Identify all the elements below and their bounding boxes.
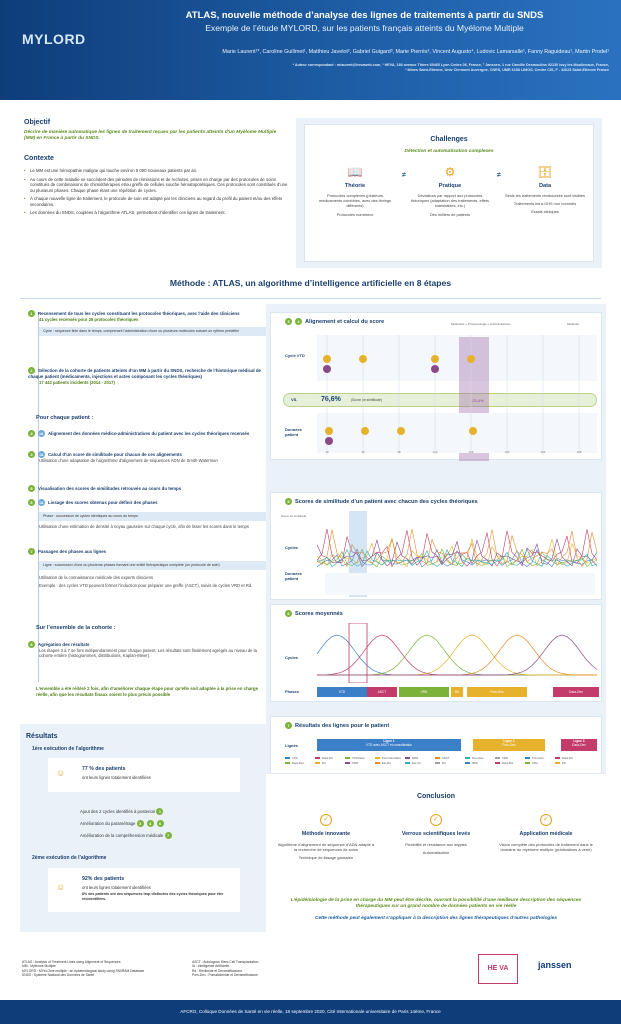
phase-segment: Dara-Dex: [553, 687, 599, 697]
step-number: 4: [28, 451, 35, 458]
conclusion-text: Technique de lissage gaussien: [298, 855, 354, 861]
averaged-series-line: [317, 635, 597, 675]
averaged-lines: [317, 623, 599, 683]
challenge-text: Déviations par rapport aux protocoles théoriques (adaptation des traitements, effets indésirables, etc.): [410, 193, 489, 209]
affiliation-line-2: ³ Mines Saint-Etienne, Univ Clermont Auvergne, CNRS, UMR 6158 LIMOS, Centre CIS, F - 42023 Saint-Etienne France: [405, 67, 609, 72]
check-icon: ✓: [320, 814, 332, 826]
database-icon: 🗄: [537, 165, 553, 179]
legend-label: MPR: [412, 756, 419, 760]
step-2: [28, 367, 266, 385]
figure-title: 5 Scores de similitude d’un patient avec chacun des cycles théoriques: [285, 498, 478, 506]
challenge-title: Data: [538, 183, 552, 189]
averaged-series-line: [317, 635, 597, 675]
averaged-series-line: [317, 635, 597, 675]
patient-dose-marker: [325, 437, 333, 445]
conclusion-text: Automatisation: [422, 850, 450, 856]
phases-track: [317, 687, 599, 697]
ligne-sub: Pom-Dex: [502, 743, 516, 748]
step-number: 8: [28, 641, 35, 648]
legend-label: IMiD: [472, 760, 478, 765]
legend-swatch: [375, 762, 380, 764]
step-4: [28, 451, 266, 463]
step-number: 2: [28, 367, 35, 374]
improvement-2: Amélioration du paramétrage: [80, 821, 136, 826]
run2-title: 2ème exécution de l’algorithme: [32, 855, 107, 861]
figure-title: 7 Résultats des lignes pour le patient: [285, 722, 389, 730]
phase-segment: VTD: [317, 687, 367, 697]
gears-icon: ⚙: [444, 165, 456, 179]
day-tick-label: J12: [432, 450, 438, 454]
janssen-logo: janssen: [538, 960, 572, 970]
step-number: 7: [285, 722, 292, 729]
conclusion-heading: Verrous scientifiques levés: [401, 831, 471, 837]
figure-title: 6 Scores moyennés: [285, 610, 343, 618]
day-tick-label: J4: [361, 450, 365, 454]
step-text: Utilisation de la connaissance médicale des experts cliniciens: [39, 574, 154, 580]
legend-label: VTD: [292, 756, 298, 760]
legend-swatch: [495, 762, 500, 764]
step-text: Utilisation d’une estimation de densité à noyau gaussien sur chaque cycle, afin de lisser les scores dans le temps: [39, 523, 249, 529]
legend-swatch: [315, 757, 320, 759]
step-6: [28, 499, 266, 529]
legend-swatch: [555, 757, 560, 759]
ligne-sub: Dara-Dex: [572, 743, 586, 748]
phase-segment: VRD: [399, 687, 449, 697]
abbreviations: [22, 960, 202, 977]
person-icon: ☺: [56, 768, 66, 778]
challenges-panel: [304, 124, 594, 262]
score-label: (Score de similitude): [351, 398, 382, 402]
step-heading: 3 IA Alignement des données médico-administratives du patient avec les cycles théoriques recensés: [28, 430, 266, 437]
contexte-item: • À chaque nouvelle ligne de traitement, le protocole de soin est adapté par les cliniciens au regard du profil du patient et/ou des effets secondaires.: [24, 196, 288, 207]
legend-label: Rd: [442, 760, 446, 765]
cycles-label: Cycles: [285, 545, 298, 550]
step-heading: 5 Visualisation des scores de similitudes retrouvés au cours du temps: [28, 485, 266, 492]
not-equal-icon: ≠: [402, 172, 406, 179]
divider: [20, 298, 601, 299]
step-text: Les étapes 3 à 7 se font indépendamment pour chaque patient. Les résultats sont finalement agrégés au niveau de la cohorte entière (histogrammes, distributions, Kaplan-Meier).: [39, 648, 257, 659]
ia-badge: IA: [39, 431, 44, 436]
legend-item: Molécule: [567, 322, 580, 326]
step-number: 6: [157, 820, 164, 827]
patient-label: Données patient: [285, 571, 302, 582]
contexte-item: • Les données du SNDS, couplées à l’algorithme ATLAS, permettent d’identifier ces lignes de traitement.: [24, 210, 288, 216]
step-number: 3: [28, 430, 35, 437]
patient-dose-marker: [325, 427, 333, 435]
step-number: 5: [28, 485, 35, 492]
legend-swatch: [555, 762, 560, 764]
legend-swatch: [285, 762, 290, 764]
conclusion-application: [496, 814, 596, 855]
legend: [285, 757, 597, 766]
challenge-theorie: [315, 165, 395, 217]
challenge-title: Pratique: [438, 183, 462, 189]
legend-entry: [555, 762, 585, 766]
challenge-text: Des milliers de patients: [429, 211, 471, 217]
step-number: 7: [165, 832, 172, 839]
book-icon: 📖: [347, 165, 363, 179]
figure-lignes: [270, 716, 602, 774]
not-equal-icon: ≠: [497, 172, 501, 179]
challenges-subtitle: Détection et automatisation complexes: [404, 149, 494, 154]
improvement-1: Ajout des 2 cycles identifiés à posteriori: [80, 809, 156, 814]
step-number: 6: [28, 499, 35, 506]
cycle-dose-marker: [431, 355, 439, 363]
mylord-logo: MYLORD: [22, 31, 86, 47]
legend-swatch: [285, 757, 290, 759]
step-number: 3: [137, 820, 144, 827]
step-result: 41 cycles recensés pour 26 protocoles théoriques: [39, 317, 139, 322]
cycles-label: Cycles: [285, 655, 298, 660]
definition-note: Ligne : succession d’une ou plusieurs phases formant une entité thérapeutique complète (un protocole de soin): [39, 561, 266, 570]
ligne-label: Ligne 3: [573, 739, 585, 743]
step-heading: 8 Agrégation des résultats: [28, 641, 266, 648]
run2-box: [48, 868, 240, 912]
legend-label: Elo-Vd: [412, 760, 421, 765]
conclusion-statement-2: Cette méthode peut également s’appliquer à la description des lignes thérapeutiques d’autres pathologies: [314, 916, 558, 921]
legend-swatch: [345, 757, 350, 759]
legend-label: KRd: [532, 760, 538, 765]
legend-label: Dara-Bor: [502, 760, 514, 765]
phase-segment: ASCT: [367, 687, 397, 697]
averaged-series-line: [317, 635, 597, 675]
objectif-contexte-panel: [20, 116, 292, 266]
legend-item: Molécules + Prix/posologie + Administrations: [451, 322, 511, 326]
legend-entry: [345, 762, 375, 766]
day-tick-label: J0: [325, 450, 329, 454]
legend-entry: [465, 762, 495, 766]
run2-text: ont leurs lignes totalement identifiées: [82, 885, 151, 890]
legend-label: Pom-Dex: [472, 756, 484, 760]
averaged-series-line: [317, 635, 597, 675]
phases-label: Phases: [285, 689, 300, 694]
alignment-marks: [317, 335, 597, 455]
footer: AFCRO, Colloque Données de Santé en vie réelle, 18 septembre 2020, Cité Internationale universitaire de Paris 14ème, France: [0, 1000, 621, 1024]
day-tick-label: J28: [576, 450, 582, 454]
legend-label: Elo-Rd: [382, 760, 391, 765]
abbreviations-2: [192, 960, 342, 977]
improvements: [80, 808, 260, 839]
patient-label: Données patient: [285, 427, 302, 438]
conclusion-heading: Méthode innovante: [301, 831, 351, 837]
step-heading: 1 Recensement de tous les cycles constituant les protocoles théoriques, avec l’aide des cliniciens: [28, 310, 266, 317]
legend-label: Rd: [322, 760, 326, 765]
conclusion-statement: L’épidémiologie de la prise en charge du MM peut être décrite, ouvrant la possibilité d’une meilleure description des séquences thérapeutiques sur un grand nombre de données patients en vie réelle: [290, 898, 582, 910]
score-value: 76,6%: [321, 396, 341, 403]
run1-title: 1ère exécution de l’algorithme: [32, 746, 104, 752]
legend-entry: [285, 762, 315, 766]
legend-swatch: [375, 757, 380, 759]
step-result: 17 442 patients incidents (2014 - 2017): [39, 379, 115, 385]
definition-note: Phase : succession de cycles identiques au cours du temps: [39, 512, 266, 521]
figure-title: 3 4 Alignement et calcul du score: [285, 318, 384, 326]
challenge-text: Protocoles complexes (plusieurs médicaments combinés, avec des timings différents): [318, 193, 391, 209]
step-number: 1: [156, 808, 163, 815]
contexte-title: Contexte: [24, 155, 54, 162]
ligne-2-bar: [473, 739, 545, 751]
ensemble-cohorte: Sur l’ensemble de la cohorte :: [36, 625, 116, 631]
methode-title: Méthode : ATLAS, un algorithme d’intelligence artificielle en 8 étapes: [169, 278, 452, 288]
run2-percent: 92% des patients: [82, 876, 125, 882]
legend-swatch: [435, 762, 440, 764]
legend-entry: [495, 762, 525, 766]
asct-highlight: [349, 623, 367, 683]
challenge-text: Traitements intra-GHS non nommés: [513, 201, 577, 207]
day-tick-label: J16: [468, 450, 474, 454]
legend-swatch: [465, 757, 470, 759]
step-heading: 7 Passages des phases aux lignes: [28, 548, 266, 555]
legend-entry: [465, 757, 495, 761]
abbrev-item: ATLAS : Analysis of Treatment Lines using Alignment of Sequences: [22, 960, 121, 964]
legend-label: CMP: [352, 760, 359, 765]
abbrev-item: SNDS : Système National des Données de Santé: [22, 972, 95, 977]
legend-label: Pom-Dex-Dara: [382, 756, 401, 760]
legend-swatch: [465, 762, 470, 764]
contexte-item: • Au cours de cette maladie se succèdent des périodes de rémissions et de rechutes, prises en charge par des protocoles de soins constitués de combinaisons de chimiothérapies et/ou greffe de cellules souche hématopoïétiques. Ces protocoles sont constitués d’une ou plusieurs phases. Chaque phase étant une répétition de cycles.: [24, 177, 288, 194]
step-1: [28, 310, 266, 336]
challenge-data: [505, 165, 585, 215]
step-number: 3: [285, 318, 292, 325]
legend-entry: [435, 762, 465, 766]
ligne-3-bar: [561, 739, 597, 751]
patient-data-track: [325, 573, 595, 595]
cycle-dose-marker: [323, 365, 331, 373]
abbrev-item: MYLORD : MYéLOme multiple : an epidemiological study using SNIIRAM Database: [22, 968, 145, 973]
cycle-dose-marker: [359, 355, 367, 363]
figure-similarity-scores: [270, 492, 602, 600]
abbrev-item: MM : Myélome Multiple: [22, 964, 56, 969]
affiliations: [120, 63, 609, 73]
conclusion-title: Conclusion: [416, 793, 456, 800]
step-8: [28, 641, 266, 659]
legend-entry: [525, 757, 555, 761]
cycle-dose-marker: [431, 365, 439, 373]
day-tick-label: J24: [540, 450, 546, 454]
legend-label: VTD-Dara: [352, 756, 365, 760]
contexte-list: [24, 168, 288, 219]
step-number: 4: [147, 820, 154, 827]
cycle-label: Cycle VTD: [285, 353, 305, 358]
figure-alignment: [270, 312, 602, 460]
day-tick-label: J20: [504, 450, 510, 454]
figure-averaged-scores: [270, 604, 602, 702]
abbrev-item: Pom-Dex : Pomalidomide et Dexaméthasone: [192, 972, 258, 977]
ligne-label: Ligne 1: [383, 739, 395, 743]
ligne-sub: VTD avec ASCT et consolidation: [365, 743, 413, 748]
poster-title: ATLAS, nouvelle méthode d’analyse des lignes de traitements à partir du SNDS: [185, 10, 544, 21]
legend-entry: [375, 762, 405, 766]
patient-dose-marker: [397, 427, 405, 435]
legend-entry: [315, 757, 345, 761]
ligne-1-bar: [317, 739, 461, 751]
legend-label: Pom-Dex: [532, 756, 544, 760]
step-heading: 2 Sélection de la cohorte de patients atteints d’un MM à partir du SNDS, recherche de l’historique médical de chaque patient (médicaments, injections et actes composant les cycles théoriques): [28, 368, 261, 379]
contexte-item: • Le MM est une hémopathie maligne qui touche environ 5 000 nouveaux patients par an.: [24, 168, 288, 174]
patient-dose-marker: [361, 427, 369, 435]
check-icon: ✓: [540, 814, 552, 826]
legend-entry: [315, 762, 345, 766]
step-heading: 4 IA Calcul d’un score de similitude pour chacun de ces alignements: [28, 451, 266, 458]
legend-swatch: [495, 757, 500, 759]
legend-entry: [435, 757, 465, 761]
conclusion-methode: [276, 814, 376, 863]
cycle-dose-marker: [323, 355, 331, 363]
challenges-title: Challenges: [430, 136, 468, 143]
step-number: 5: [285, 498, 292, 505]
run1-percent: 77 % des patients: [82, 766, 126, 772]
challenge-pratique: [410, 165, 490, 217]
pour-chaque-patient: Pour chaque patient :: [36, 415, 94, 421]
phase-segment: Pom-Dex: [467, 687, 527, 697]
improvement-3: Amélioration de la compréhension médicale: [80, 833, 164, 838]
legend-entry: [405, 762, 435, 766]
legend-entry: [555, 757, 585, 761]
conclusion-text: Algorithme d’alignement de séquence d’ADN adapté à la recherche de séquences de soins: [277, 841, 375, 853]
legend-label: Dara-Rd: [322, 756, 333, 760]
ia-badge: IA: [39, 452, 44, 457]
challenge-text: Protocoles nombreux: [336, 211, 374, 217]
person-icon: ☺: [56, 882, 66, 892]
patient-dose-marker: [469, 427, 477, 435]
step-number: 1: [28, 310, 35, 317]
abbrev-item: IA : Intelligence Artificielle: [192, 964, 230, 969]
conclusion-verrous: [386, 814, 486, 858]
legend-swatch: [525, 762, 530, 764]
legend-swatch: [405, 762, 410, 764]
legend-swatch: [525, 757, 530, 759]
resultats-panel: [20, 724, 266, 932]
run1-text: ont leurs lignes totalement identifiées: [82, 775, 151, 780]
legend-swatch: [405, 757, 410, 759]
similarity-lines: [317, 511, 599, 597]
affiliation-line-1: * Auteur correspondant : mlaurent@hevaweb.com, ¹ HEVA, 186 avenue Thiers 69465 Lyon Cedex 06, France, ² Janssen, 1 rue Camille Desmoulins 92130 Issy les Moulineaux, France,: [292, 63, 609, 67]
day-tick-label: J8: [397, 450, 401, 454]
check-icon: ✓: [430, 814, 442, 826]
step-number: 4: [295, 318, 302, 325]
run2-text-2: 8% des patients ont des séquences trop distinctes des cycles théoriques pour être récidentifiées.: [82, 892, 224, 901]
poster-subtitle: Exemple de l’étude MYLORD, sur les patients français atteints du Myélome Multiple: [205, 23, 524, 33]
ligne-label: Ligne 2: [503, 739, 515, 743]
legend-swatch: [345, 762, 350, 764]
delta-value: -23,4%: [471, 398, 484, 403]
poster-header: [0, 0, 621, 100]
challenge-title: Théorie: [344, 183, 366, 189]
averaged-series-line: [317, 635, 597, 675]
legend-swatch: [315, 762, 320, 764]
step-heading: 6 IA Lissage des scores obtenus pour définir des phases: [28, 499, 266, 506]
conclusion-text: Vision complète des protocoles de traitement dans le domaine du myélome multiple (publications à venir): [499, 841, 593, 853]
objectif-title: Objectif: [24, 119, 51, 126]
lignes-label: Lignes: [285, 743, 298, 748]
cycle-dose-marker: [467, 355, 475, 363]
legend-label: ASCT: [442, 756, 450, 760]
step-7: [28, 548, 266, 589]
legend-entry: [345, 757, 375, 761]
challenge-text: Essais cliniques: [531, 209, 559, 215]
axis-label: Score de similitude: [281, 514, 307, 518]
vs-label: VS.: [291, 397, 298, 402]
step-number: 6: [285, 610, 292, 617]
definition-note: Cycle : séquence finie dans le temps, comprenant l’administration d’une ou plusieurs molécules suivant un rythme prédéfini: [39, 327, 266, 336]
resultats-title: Résultats: [26, 733, 58, 740]
run1-box: [48, 758, 240, 792]
legend-label: Dara-Dex: [292, 760, 304, 765]
conclusion-text: Flexibilité et résistance aux atypies: [405, 841, 467, 847]
legend-label: KD: [562, 760, 566, 765]
ia-badge: IA: [39, 500, 44, 505]
objectif-text: Décrire de manière automatique les lignes de traitement reçues par les patients atteints d’un Myélome Multiple (MM) en France à partir du SNDS.: [24, 130, 277, 142]
step-text: Exemple : des cycles VTD peuvent former l’induction pour préparer une greffe (ASCT), suivis de cycles VRD et Rd.: [39, 583, 253, 589]
conclusion-heading: Application médicale: [519, 831, 573, 837]
step-text: Utilisation d’une adaptation de l’algorithme d’alignement de séquences ADN de Smith-Waterman: [39, 458, 218, 463]
authors: Marie Laurent¹*, Caroline Guillmet¹, Matthieu Javelot², Gabriel Guigard³, Marie Pierrès², Vincent Augusto⁴, Ludovic Lamarsalle¹, Fanny Raguideau¹, Martin Prodel¹: [222, 49, 609, 55]
step-5: [28, 485, 266, 492]
step-number: 7: [28, 548, 35, 555]
legend-label: VRD: [502, 756, 508, 760]
abbrev-item: ASCT : Autologous Stem Cell Transplantation: [192, 960, 259, 964]
phase-segment: Rd: [451, 687, 463, 697]
step-3: [28, 430, 266, 437]
abbrev-item: Rd : Revlimide et Dexaméthasone: [192, 968, 243, 973]
reiteration-note: L’ensemble a été réitéré 2 fois, afin d’améliorer chaque étape pour qu’elle soit adaptée à la prise en charge réelle, afin que les résultats finaux soient le plus précis possible: [36, 686, 259, 697]
legend-swatch: [435, 757, 440, 759]
legend-label: Dara-Rd: [562, 756, 573, 760]
challenge-text: Seuls les traitements remboursés sont visibles: [505, 193, 586, 199]
heva-logo: HE VA: [478, 954, 518, 984]
legend-entry: [525, 762, 555, 766]
